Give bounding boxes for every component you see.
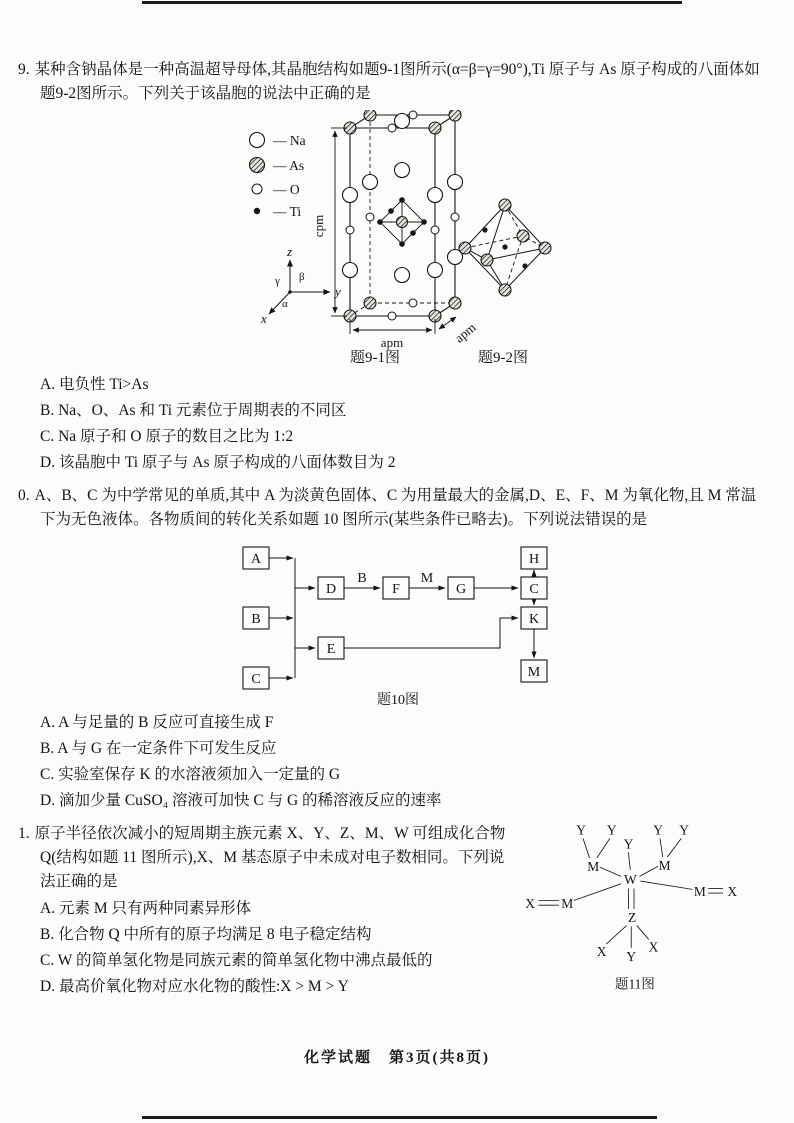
q11-option-b: B. 化合物 Q 中所有的原子均满足 8 电子稳定结构 <box>40 926 372 944</box>
flow-box-g: G <box>455 582 467 598</box>
question-9 <box>18 58 768 476</box>
q9-options <box>18 372 768 476</box>
flow-box-d: D <box>325 582 337 598</box>
q9-option-a: A. 电负性 Ti>As <box>40 376 149 394</box>
legend-label-as: — As <box>273 158 305 174</box>
atom-m1: M <box>587 859 600 875</box>
dim-label-b: apm <box>451 319 479 346</box>
q9-figure1-caption: 题9-1图 <box>350 350 400 367</box>
flow-box-f: F <box>392 582 400 598</box>
q10-stem <box>18 484 768 532</box>
atom-w: W <box>623 872 637 888</box>
q10-options <box>18 710 768 814</box>
atom-y3: Y <box>623 836 634 852</box>
q11-option-a: A. 元素 M 只有两种同素异形体 <box>40 900 251 918</box>
flow-arrow-label-b: B <box>357 571 367 587</box>
q9-number: 9. <box>18 61 30 78</box>
axis-label-beta: β <box>299 271 305 284</box>
legend-label-ti: — Ti <box>273 204 302 220</box>
q10-option-b: B. A 与 G 在一定条件下可发生反应 <box>40 740 277 758</box>
as-symbol-icon <box>250 158 265 173</box>
scan-artifact-bottom <box>142 1116 657 1119</box>
axis-label-x: x <box>261 311 267 327</box>
question-10 <box>18 484 768 814</box>
atom-m3: M <box>561 896 574 912</box>
q11-option-d: D. 最高价氧化物对应水化物的酸性:X > M > Y <box>40 978 349 996</box>
q9-option-d: D. 该晶胞中 Ti 原子与 As 原子构成的八面体数目为 2 <box>40 454 396 472</box>
q9-stem-text: 某种含钠晶体是一种高温超导母体,其晶胞结构如题9-1图所示(α=β=γ=90°),Ti 原子与 As 原子构成的八面体如题9-2图所示。下列关于该晶胞的说法中正确的是 <box>34 61 760 103</box>
q10-stem-text: A、B、C 为中学常见的单质,其中 A 为淡黄色固体、C 为用量最大的金属,D、E、F、M 为氧化物,且 M 常温下为无色液体。各物质间的转化关系如题 10 图所示(某些条件已略去)。下列说法错误的是 <box>34 487 757 529</box>
dim-label-c: cpm <box>311 214 326 238</box>
flow-arrow-label-m: M <box>420 571 434 587</box>
dim-label-a: apm <box>380 335 404 351</box>
q11-number: 1. <box>18 825 30 843</box>
q9-unit-cell <box>311 110 479 350</box>
atom-m2: M <box>658 858 671 874</box>
q10-figure-caption: 题10图 <box>377 693 419 709</box>
q9-legend <box>250 133 306 220</box>
flow-box-a: A <box>250 552 262 568</box>
q10-option-d: D. 滴加少量 CuSO₄ 溶液可加快 C 与 G 的稀溶液反应的速率 <box>40 792 442 810</box>
q11-stem-text: 原子半径依次减小的短周期主族元素 X、Y、Z、M、W 可组成化合物 Q(结构如题 11 图所示),X、M 基态原子中未成对电子数相同。下列说法正确的是 <box>34 825 506 891</box>
q9-stem <box>18 58 768 106</box>
flow-box-k: K <box>528 612 540 628</box>
o-symbol-icon <box>252 184 262 194</box>
q11-structure-figure <box>518 822 750 996</box>
q10-number: 0. <box>18 487 30 505</box>
atom-x2: X <box>727 884 738 900</box>
axis-label-z: z <box>287 244 293 260</box>
atom-x3: X <box>596 944 607 960</box>
q10-flowchart <box>215 538 575 708</box>
atom-x4: X <box>648 939 659 955</box>
question-11 <box>18 822 768 1000</box>
q9-option-b: B. Na、O、As 和 Ti 元素位于周期表的不同区 <box>40 402 347 420</box>
atom-x1: X <box>525 896 536 912</box>
q9-figure2-caption: 题9-2图 <box>478 350 528 367</box>
legend-label-o: — O <box>273 182 300 198</box>
ti-symbol-icon <box>254 208 260 214</box>
flow-box-c: C <box>251 672 261 688</box>
scan-artifact-top <box>142 1 682 4</box>
q11-figure-caption: 题11图 <box>615 976 655 992</box>
axis-label-alpha: α <box>282 298 288 311</box>
q10-option-a: A. A 与足量的 B 反应可直接生成 F <box>40 714 274 732</box>
q9-option-c: C. Na 原子和 O 原子的数目之比为 1:2 <box>40 428 294 446</box>
atom-y1: Y <box>576 823 587 838</box>
atom-y5: Y <box>679 823 689 838</box>
legend-label-na: — Na <box>273 133 306 149</box>
page-footer: 化学试题 第3页(共8页) <box>304 1050 490 1066</box>
atom-y4: Y <box>653 823 663 838</box>
axis-label-y: y <box>335 284 341 300</box>
atom-z: Z <box>628 910 637 926</box>
atom-y6: Y <box>626 949 637 965</box>
flow-box-m: M <box>527 665 541 681</box>
q10-option-c: C. 实验室保存 K 的水溶液须加入一定量的 G <box>40 766 341 784</box>
flow-box-e: E <box>326 642 336 658</box>
flow-box-b: B <box>251 612 261 628</box>
q9-octahedron <box>459 199 551 296</box>
q10-flow-lines <box>269 558 534 678</box>
q9-crystal-figure <box>235 110 775 368</box>
axis-label-gamma: γ <box>275 275 280 288</box>
flow-box-c2: C <box>529 582 539 598</box>
q9-axes <box>260 244 341 326</box>
na-symbol-icon <box>250 133 265 148</box>
atom-m4: M <box>693 884 706 900</box>
q11-option-c: C. W 的简单氢化物是同族元素的简单氢化物中沸点最低的 <box>40 952 433 970</box>
atom-y2: Y <box>606 823 617 838</box>
flow-box-h: H <box>528 552 540 568</box>
